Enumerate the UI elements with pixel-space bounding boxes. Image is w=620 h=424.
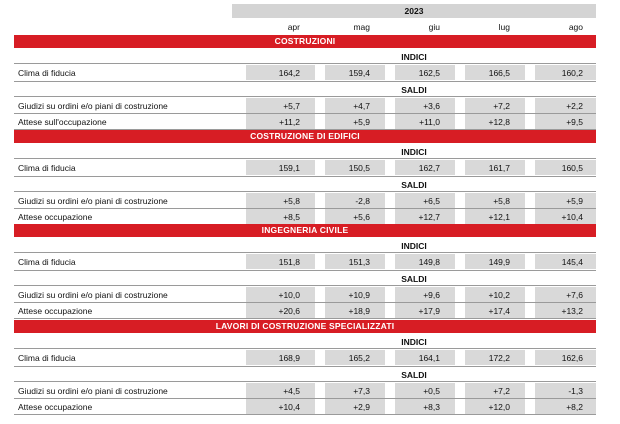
rule [14, 285, 596, 286]
cell-value: +7,2 [493, 100, 510, 111]
cell-value: +12,1 [488, 211, 510, 222]
section-title: LAVORI DI COSTRUZIONE SPECIALIZZATI [14, 320, 596, 333]
rule [14, 176, 596, 177]
cell-value: +12,7 [418, 211, 440, 222]
month-header: apr [287, 22, 300, 32]
clima-row [14, 254, 596, 269]
cell-value: 149,8 [418, 256, 440, 267]
section-title: COSTRUZIONI [14, 35, 596, 48]
rule [14, 96, 596, 97]
rule [14, 414, 596, 415]
cell-value: +7,3 [353, 385, 370, 396]
cell-value: 150,5 [348, 162, 370, 173]
row-label: Attese sull'occupazione [18, 116, 107, 127]
indici-label: INDICI [401, 52, 427, 62]
saldi-row [14, 303, 596, 318]
cell-value: +10,2 [488, 289, 510, 300]
cell-value: +7,2 [493, 385, 510, 396]
cell-value: +3,6 [423, 100, 440, 111]
saldi-row [14, 287, 596, 302]
year-header [232, 4, 596, 18]
cell-value: +5,6 [353, 211, 370, 222]
cell-value: +0,5 [423, 385, 440, 396]
saldi-row [14, 399, 596, 414]
cell-value: +5,7 [283, 100, 300, 111]
cell-value: +18,9 [348, 305, 370, 316]
cell-value: -1,3 [568, 385, 583, 396]
row-label: Clima di fiducia [18, 256, 76, 267]
cell-value: 162,6 [561, 352, 583, 363]
section-title: INGEGNERIA CIVILE [14, 224, 596, 237]
cell-value: +17,9 [418, 305, 440, 316]
section-title: COSTRUZIONE DI EDIFICI [14, 130, 596, 143]
rule [14, 81, 596, 82]
cell-value: 162,7 [418, 162, 440, 173]
cell-value: 164,2 [278, 67, 300, 78]
cell-value: +20,6 [278, 305, 300, 316]
cell-value: 151,8 [278, 256, 300, 267]
cell-value: 166,5 [488, 67, 510, 78]
saldi-row [14, 193, 596, 208]
cell-value: 160,5 [561, 162, 583, 173]
clima-row [14, 160, 596, 175]
cell-value: 160,2 [561, 67, 583, 78]
rule [14, 191, 596, 192]
row-label: Giudizi su ordini e/o piani di costruzione [18, 195, 168, 206]
cell-value: +9,5 [566, 116, 583, 127]
cell-value: 161,7 [488, 162, 510, 173]
saldi-row [14, 383, 596, 398]
month-header: ago [568, 22, 583, 32]
row-label: Attese occupazione [18, 211, 93, 222]
cell-value: +5,8 [283, 195, 300, 206]
cell-value: +8,5 [283, 211, 300, 222]
indici-label: INDICI [401, 241, 427, 251]
row-label: Clima di fiducia [18, 162, 76, 173]
row-label: Clima di fiducia [18, 352, 76, 363]
cell-value: 159,4 [348, 67, 370, 78]
row-label: Attese occupazione [18, 401, 93, 412]
row-label: Giudizi su ordini e/o piani di costruzione [18, 100, 168, 111]
row-label: Clima di fiducia [18, 67, 76, 78]
indici-label: INDICI [401, 147, 427, 157]
rule [14, 348, 596, 349]
cell-value: +2,9 [353, 401, 370, 412]
cell-value: 145,4 [561, 256, 583, 267]
saldi-row [14, 209, 596, 224]
saldi-label: SALDI [401, 370, 427, 380]
cell-value: +5,9 [566, 195, 583, 206]
cell-value: 149,9 [488, 256, 510, 267]
cell-value: +8,3 [423, 401, 440, 412]
cell-value: 165,2 [348, 352, 370, 363]
cell-value: +7,6 [566, 289, 583, 300]
cell-value: +4,5 [283, 385, 300, 396]
cell-value: -2,8 [355, 195, 370, 206]
cell-value: +8,2 [566, 401, 583, 412]
rule [14, 63, 596, 64]
month-header: lug [498, 22, 510, 32]
cell-value: +5,9 [353, 116, 370, 127]
rule [14, 318, 596, 319]
saldi-row [14, 114, 596, 129]
row-label: Attese occupazione [18, 305, 93, 316]
row-label: Giudizi su ordini e/o piani di costruzione [18, 289, 168, 300]
indici-label: INDICI [401, 337, 427, 347]
cell-value: +10,9 [348, 289, 370, 300]
row-label: Giudizi su ordini e/o piani di costruzione [18, 385, 168, 396]
cell-value: +10,4 [278, 401, 300, 412]
cell-value: +9,6 [423, 289, 440, 300]
cell-value: +10,4 [561, 211, 583, 222]
cell-value: +6,5 [423, 195, 440, 206]
saldi-label: SALDI [401, 180, 427, 190]
clima-row [14, 350, 596, 365]
cell-value: 159,1 [278, 162, 300, 173]
cell-value: 162,5 [418, 67, 440, 78]
cell-value: +12,8 [488, 116, 510, 127]
month-header: giu [428, 22, 440, 32]
cell-value: 172,2 [488, 352, 510, 363]
month-header: mag [353, 22, 370, 32]
year-label: 2023 [404, 6, 424, 16]
cell-value: +11,0 [419, 116, 440, 127]
cell-value: +4,7 [353, 100, 370, 111]
cell-value: +2,2 [566, 100, 583, 111]
cell-value: +13,2 [561, 305, 583, 316]
cell-value: 151,3 [348, 256, 370, 267]
cell-value: 164,1 [418, 352, 440, 363]
saldi-label: SALDI [401, 85, 427, 95]
cell-value: +11,2 [279, 116, 300, 127]
cell-value: +17,4 [488, 305, 510, 316]
rule [14, 381, 596, 382]
saldi-label: SALDI [401, 274, 427, 284]
rule [14, 158, 596, 159]
saldi-row [14, 98, 596, 113]
clima-row [14, 65, 596, 80]
cell-value: 168,9 [278, 352, 300, 363]
cell-value: +5,8 [493, 195, 510, 206]
rule [14, 252, 596, 253]
cell-value: +10,0 [278, 289, 300, 300]
cell-value: +12,0 [488, 401, 510, 412]
rule [14, 270, 596, 271]
rule [14, 366, 596, 367]
